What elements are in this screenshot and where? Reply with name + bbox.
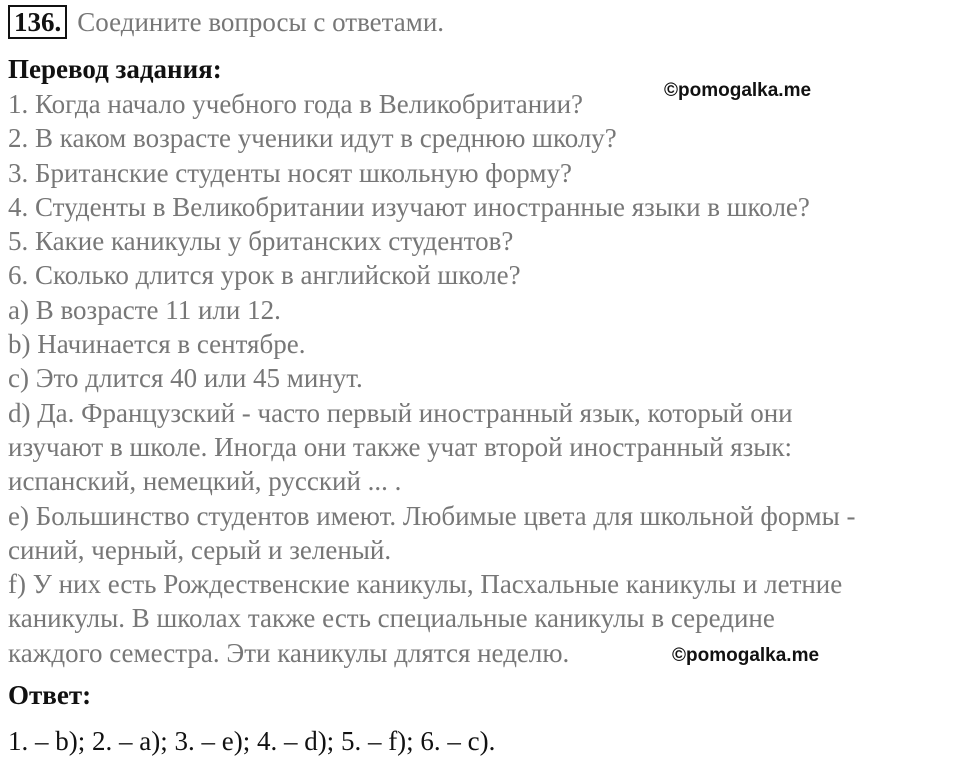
answer-option-line: e) Большинство студентов имеют. Любимые цвета для школьной формы - [8,500,856,531]
translation-lines [8,87,958,670]
answer-option-line: c) Это длится 40 или 45 минут. [8,363,363,394]
answer-text: 1. – b); 2. – a); 3. – e); 4. – d); 5. – f); 6. – c). [8,726,496,756]
answer-option-line: f) У них есть Рождественские каникулы, Пасхальные каникулы и летние [8,569,843,600]
question-line: 5. Какие каникулы у британских студентов? [8,226,514,257]
answer-option-line: синий, черный, серый и зеленый. [8,534,392,565]
question-line: 2. В каком возрасте ученики идут в среднюю школу? [8,123,617,154]
answer-option-line: b) Начинается в сентябре. [8,329,306,360]
answer-option-line: каникулы. В школах также есть специальные каникулы в середине [8,603,775,634]
question-line: 4. Студенты в Великобритании изучают иностранные языки в школе? [8,191,810,222]
question-line: 6. Сколько длится урок в английской школе? [8,260,521,291]
answer-option-line: испанский, немецкий, русский ... . [8,466,402,497]
task-instruction: Соедините вопросы с ответами. [77,6,445,37]
translation-heading: Перевод задания: [8,54,222,84]
question-line: 1. Когда начало учебного года в Великобритании? [8,89,584,119]
answer-option-line: изучают в школе. Иногда они также учат второй иностранный язык: [8,431,793,462]
answer-option-line: d) Да. Французский - часто первый иностранный язык, который они [8,397,793,428]
question-line: 3. Британские студенты носят школьную форму? [8,157,572,188]
watermark-bottom: ©pomogalka.me [672,645,820,666]
watermark-top: ©pomogalka.me [664,80,812,101]
answer-heading: Ответ: [8,680,92,710]
answer-option-line: каждого семестра. Эти каникулы длятся неделю. [8,637,570,668]
answer-option-line: a) В возрасте 11 или 12. [8,294,281,325]
task-number: 136. [8,5,67,39]
task-header [8,4,444,40]
